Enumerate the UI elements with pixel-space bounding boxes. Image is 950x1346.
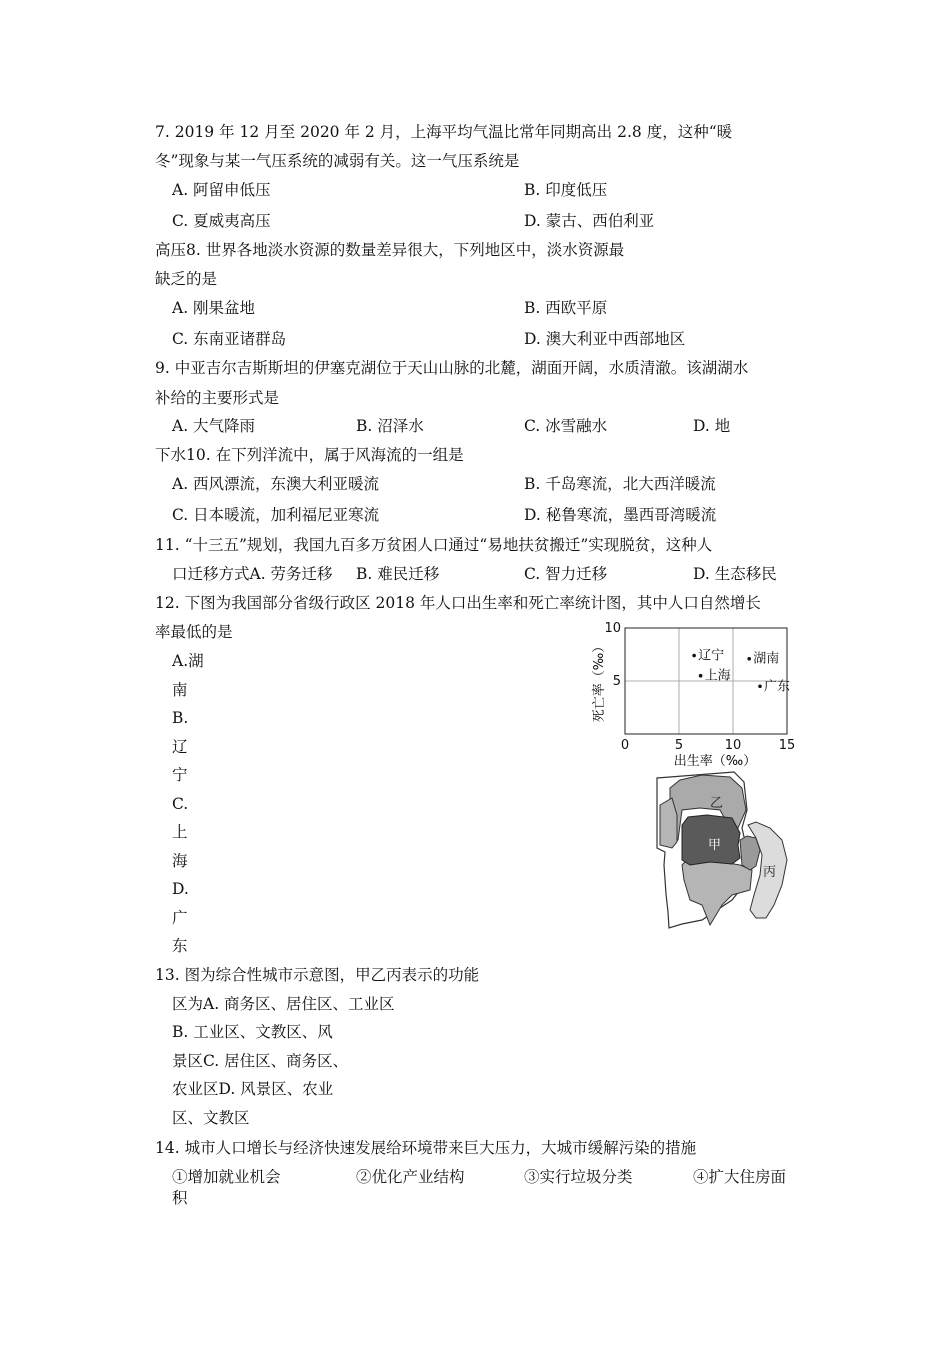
q9-option-b: B. 沼泽水 — [356, 417, 424, 435]
q14-option-4-continued: 积 — [172, 1189, 188, 1207]
chart-point — [758, 685, 762, 689]
q8-stem-line1: 高压8. 世界各地淡水资源的数量差异很大，下列地区中，淡水资源最 — [155, 241, 625, 259]
q12-options-column — [172, 647, 204, 961]
q8-option-c: C. 东南亚诸群岛 — [172, 330, 287, 348]
city-function-map — [632, 770, 802, 932]
q12-option-line: 广 — [172, 908, 188, 927]
q13-line: 农业区D. 风景区、农业 — [172, 1080, 334, 1098]
q10-option-b: B. 千岛寒流，北大西洋暖流 — [524, 475, 716, 493]
zone-jia-label: 甲 — [708, 838, 722, 853]
q10-stem: 下水10. 在下列洋流中，属于风海流的一组是 — [155, 446, 464, 464]
chart-ytick-label: 5 — [612, 674, 621, 689]
q10-option-c: C. 日本暖流，加利福尼亚寒流 — [172, 506, 380, 524]
q8-stem-line2: 缺乏的是 — [155, 270, 218, 288]
q11-stem: 11. “十三五”规划，我国九百多万贫困人口通过“易地扶贫搬迁”实现脱贫，这种人 — [155, 536, 713, 554]
q12-stem-line2: 率最低的是 — [155, 623, 233, 641]
chart-xlabel: 出生率（‰） — [673, 754, 757, 769]
chart-point — [692, 654, 696, 658]
q10-option-a: A. 西风漂流，东澳大利亚暖流 — [172, 475, 380, 493]
chart-xtick-label: 5 — [674, 738, 684, 753]
q9-stem-line2: 补给的主要形式是 — [155, 389, 280, 407]
q14-option-3: ③实行垃圾分类 — [524, 1168, 633, 1186]
q12-option-line: A.湖 — [172, 652, 204, 670]
q9-option-d: D. 地 — [693, 417, 731, 435]
zone-yi-label: 乙 — [710, 796, 724, 811]
q14-option-4: ④扩大住房面 — [693, 1168, 787, 1186]
q11-option-d: D. 生态移民 — [693, 565, 777, 583]
q10-option-d: D. 秘鲁寒流，墨西哥湾暖流 — [524, 506, 717, 524]
q13-text — [155, 961, 479, 1132]
q8-option-d: D. 澳大利亚中西部地区 — [524, 330, 686, 348]
chart-ylabel: 死亡率（‰） — [592, 639, 607, 723]
q12-option-line: C. — [172, 794, 189, 813]
zone-bing-label: 丙 — [763, 865, 777, 880]
q13-line: 景区C. 居住区、商务区、 — [172, 1051, 349, 1070]
q7-stem-line2: 冬”现象与某一气压系统的减弱有关。这一气压系统是 — [155, 152, 520, 170]
q7-stem-line1: 7. 2019 年 12 月至 2020 年 2 月，上海平均气温比常年同期高出 2.8 度，这种“暖 — [155, 123, 733, 141]
q12-option-line: B. — [172, 709, 189, 727]
q13-line: B. 工业区、文教区、风 — [172, 1023, 333, 1041]
q12-option-line: 上 — [172, 823, 188, 841]
q12-option-line: 辽 — [172, 737, 188, 756]
q7-option-d: D. 蒙古、西伯利亚 — [524, 212, 655, 230]
q12-option-line: 东 — [172, 937, 188, 955]
q12-option-line: 南 — [172, 680, 188, 699]
birth-death-rate-chart — [585, 618, 805, 770]
chart-point-label: 辽宁 — [698, 648, 725, 664]
q9-option-a: A. 大气降雨 — [172, 417, 256, 435]
zone-west-region — [660, 798, 677, 848]
q8-option-b: B. 西欧平原 — [524, 299, 608, 317]
q14-option-1: ①增加就业机会 — [172, 1168, 281, 1186]
q9-stem-line1: 9. 中亚吉尔吉斯斯坦的伊塞克湖位于天山山脉的北麓，湖面开阔，水质清澈。该湖湖水 — [155, 359, 749, 377]
q12-option-line: 宁 — [172, 766, 188, 784]
q12-stem-line1: 12. 下图为我国部分省级行政区 2018 年人口出生率和死亡率统计图，其中人口自然增长 — [155, 594, 761, 612]
q12-option-line: 海 — [172, 851, 188, 870]
chart-xtick-label: 10 — [724, 738, 742, 753]
chart-point — [699, 674, 703, 678]
q8-option-a: A. 刚果盆地 — [172, 299, 256, 317]
chart-point-label: 广东 — [764, 679, 791, 695]
q7-option-b: B. 印度低压 — [524, 181, 608, 199]
q13-line: 区、文教区 — [172, 1108, 250, 1127]
chart-xtick-label: 0 — [620, 738, 630, 753]
q9-option-c: C. 冰雪融水 — [524, 417, 608, 435]
q7-option-c: C. 夏威夷高压 — [172, 212, 271, 230]
q14-stem: 14. 城市人口增长与经济快速发展给环境带来巨大压力，大城市缓解污染的措施 — [155, 1139, 697, 1157]
chart-ytick-label: 10 — [604, 621, 621, 636]
chart-point — [747, 657, 751, 661]
chart-point-label: 上海 — [704, 668, 731, 684]
q14-option-2: ②优化产业结构 — [356, 1168, 465, 1186]
chart-xtick-label: 15 — [778, 738, 796, 753]
chart-point-label: 湖南 — [753, 651, 780, 667]
q12-option-line: D. — [172, 880, 189, 898]
q7-option-a: A. 阿留申低压 — [172, 181, 271, 199]
q13-line: 13. 图为综合性城市示意图，甲乙丙表示的功能 — [155, 966, 480, 984]
q11-option-b: B. 难民迁移 — [356, 565, 440, 583]
q13-line: 区为A. 商务区、居住区、工业区 — [172, 994, 395, 1013]
q11-option-a: 口迁移方式A. 劳务迁移 — [172, 565, 333, 583]
q11-option-c: C. 智力迁移 — [524, 565, 608, 583]
chart-points — [692, 649, 790, 695]
